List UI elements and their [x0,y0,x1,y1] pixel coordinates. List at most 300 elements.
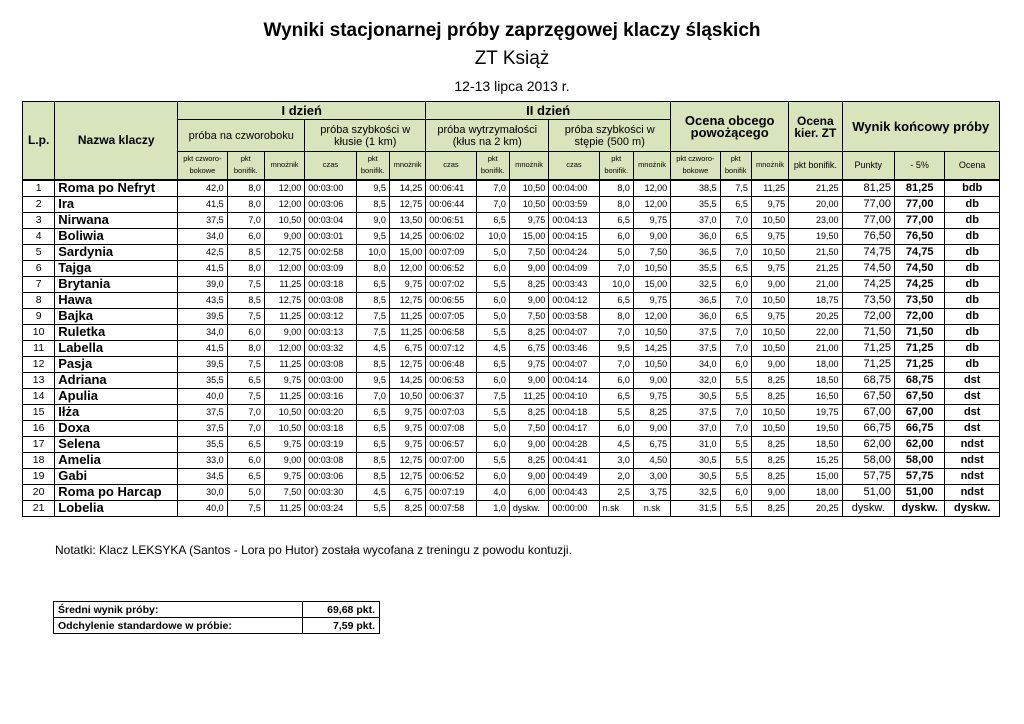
row-cell: 00:06:57 [426,436,476,452]
row-cell: 37,0 [671,212,720,228]
row-cell: 00:07:03 [426,404,476,420]
row-cell: 15,00 [789,468,842,484]
row-cell: 00:03:04 [305,212,356,228]
row-cell: 81,25 [842,180,894,197]
col-czas: czas [549,152,599,180]
row-cell: 4,0 [476,484,509,500]
row-cell: 00:03:08 [305,292,356,308]
row-cell: 66,75 [894,420,944,436]
row-cell: 74,25 [894,276,944,292]
col-mnoznik: mnożnik [509,152,548,180]
row-cell: 7,0 [476,196,509,212]
row-cell: 6,5 [356,436,389,452]
row-cell: 00:04:14 [549,372,599,388]
stepie-header: próba szybkości w stępie (500 m) [549,120,671,152]
row-cell: 4,5 [356,340,389,356]
row-cell: 00:03:12 [305,308,356,324]
row-cell: 5,5 [599,404,633,420]
row-cell: 9,75 [264,468,304,484]
row-cell: 74,75 [842,244,894,260]
row-cell: 00:03:01 [305,228,356,244]
row-cell: 6,5 [720,196,751,212]
row-cell: 00:04:43 [549,484,599,500]
row-cell: 10,50 [751,404,788,420]
row-cell: 00:03:18 [305,420,356,436]
row-cell: 15,00 [509,228,548,244]
row-cell: 32,0 [671,372,720,388]
row-cell: db [945,324,1000,340]
row-cell: 34,0 [671,356,720,372]
row-cell: 7,0 [227,404,264,420]
row-cell: 00:03:20 [305,404,356,420]
col-pkt-bonifik: pkt bonifik. [476,152,509,180]
row-cell: 58,00 [842,452,894,468]
row-cell: 71,50 [842,324,894,340]
row-lp: 6 [23,260,55,276]
row-cell: 31,5 [671,500,720,516]
row-cell: 12,75 [264,244,304,260]
row-cell: 12,75 [389,452,425,468]
table-row [23,388,1000,404]
row-cell: 00:04:12 [549,292,599,308]
row-cell: 00:03:00 [305,180,356,197]
row-cell: 9,75 [633,212,670,228]
row-cell: 41,5 [178,196,227,212]
row-cell: 30,5 [671,388,720,404]
row-cell: 12,00 [633,308,670,324]
day2-header: II dzień [426,102,671,120]
col-pkt-bonifik-kier: pkt bonifik. [789,152,842,180]
row-cell: 10,50 [633,356,670,372]
row-cell: dyskw. [894,500,944,516]
row-cell: 8,5 [356,292,389,308]
row-cell: 6,5 [476,356,509,372]
row-cell: 15,00 [633,276,670,292]
row-cell: 2,5 [599,484,633,500]
row-cell: 6,0 [720,356,751,372]
row-cell: 7,5 [227,308,264,324]
row-cell: 7,50 [633,244,670,260]
row-cell: 7,5 [356,308,389,324]
row-cell: 7,50 [509,244,548,260]
row-cell: 00:07:19 [426,484,476,500]
row-cell: 9,75 [751,196,788,212]
row-cell: 19,50 [789,420,842,436]
row-cell: 10,50 [509,180,548,197]
row-name: Pasja [55,356,178,372]
row-cell: 12,00 [264,260,304,276]
row-cell: 77,00 [842,196,894,212]
row-name: Boliwia [55,228,178,244]
row-cell: 6,5 [599,388,633,404]
row-cell: 9,5 [599,340,633,356]
row-cell: 6,5 [720,308,751,324]
row-cell: 15,25 [789,452,842,468]
row-cell: 9,00 [509,292,548,308]
row-cell: 7,0 [356,388,389,404]
row-cell: 14,25 [389,228,425,244]
col-mnoznik: mnożnik [389,152,425,180]
row-cell: 12,75 [389,196,425,212]
row-lp: 14 [23,388,55,404]
table-row [23,308,1000,324]
row-cell: 7,5 [227,500,264,516]
row-cell: 00:03:06 [305,196,356,212]
row-cell: 9,00 [751,276,788,292]
row-cell: 5,5 [720,372,751,388]
row-cell: 9,5 [356,180,389,197]
row-cell: 8,25 [509,404,548,420]
mean-label: Średni wynik próby: [54,602,303,618]
row-cell: 00:04:00 [549,180,599,197]
row-cell: 7,5 [227,356,264,372]
row-cell: 9,00 [509,436,548,452]
row-cell: 8,25 [751,500,788,516]
row-cell: 10,50 [751,212,788,228]
row-cell: 00:06:44 [426,196,476,212]
row-cell: 00:06:58 [426,324,476,340]
table-row [23,196,1000,212]
row-cell: 00:04:07 [549,324,599,340]
row-cell: n.sk [633,500,670,516]
mean-value: 69,68 pkt. [302,602,379,618]
row-cell: 9,75 [633,292,670,308]
row-cell: 71,50 [894,324,944,340]
row-cell: 4,5 [476,340,509,356]
row-cell: 00:04:28 [549,436,599,452]
row-cell: 7,5 [476,388,509,404]
row-name: Selena [55,436,178,452]
row-cell: 8,25 [389,500,425,516]
row-name: Apulia [55,388,178,404]
row-cell: 42,0 [178,180,227,197]
row-cell: ndst [945,436,1000,452]
table-row [23,212,1000,228]
row-cell: 36,5 [671,292,720,308]
row-lp: 1 [23,180,55,197]
row-cell: 5,0 [476,244,509,260]
row-cell: 00:04:41 [549,452,599,468]
row-name: Hawa [55,292,178,308]
row-cell: 00:00:00 [549,500,599,516]
row-cell: 30,5 [671,468,720,484]
row-cell: db [945,356,1000,372]
row-cell: 10,50 [264,404,304,420]
col-pkt-bonifik: pkt bonifik. [356,152,389,180]
row-cell: 57,75 [842,468,894,484]
row-cell: 9,75 [389,420,425,436]
row-cell: 6,0 [599,372,633,388]
row-cell: 9,5 [356,372,389,388]
row-cell: 6,0 [476,292,509,308]
row-cell: 5,5 [476,276,509,292]
row-cell: 62,00 [894,436,944,452]
row-name: Doxa [55,420,178,436]
row-cell: 1,0 [476,500,509,516]
row-cell: 8,0 [599,196,633,212]
row-cell: 7,0 [720,404,751,420]
row-cell: 6,5 [227,468,264,484]
row-cell: 00:04:49 [549,468,599,484]
row-cell: 77,00 [894,196,944,212]
row-cell: 7,50 [509,420,548,436]
col-mnoznik: mnożnik [264,152,304,180]
row-cell: 00:06:55 [426,292,476,308]
row-cell: 42,5 [178,244,227,260]
row-cell: 14,25 [389,180,425,197]
row-cell: 8,0 [227,196,264,212]
row-cell: 12,75 [389,468,425,484]
row-name: Bajka [55,308,178,324]
row-cell: 10,50 [751,244,788,260]
row-cell: 32,5 [671,276,720,292]
col-pkt-czworobokowe: pkt czworo-bokowe [178,152,227,180]
page-title: Wyniki stacjonarnej próby zaprzęgowej klaczy śląskich [263,20,761,41]
row-cell: 5,5 [720,500,751,516]
row-cell: 6,0 [227,452,264,468]
row-cell: 12,00 [389,260,425,276]
row-cell: 7,0 [720,292,751,308]
row-cell: 00:03:08 [305,452,356,468]
row-cell: 10,50 [751,340,788,356]
czworobok-header: próba na czworoboku [178,120,305,152]
row-cell: bdb [945,180,1000,197]
row-cell: 00:06:52 [426,468,476,484]
row-cell: 8,25 [509,276,548,292]
row-cell: 5,0 [476,420,509,436]
row-cell: 16,50 [789,388,842,404]
row-cell: 41,5 [178,260,227,276]
row-cell: 6,75 [389,340,425,356]
table-row [23,420,1000,436]
row-cell: 9,75 [751,260,788,276]
row-cell: 3,0 [599,452,633,468]
row-cell: 31,0 [671,436,720,452]
row-cell: 00:03:08 [305,356,356,372]
row-lp: 3 [23,212,55,228]
row-cell: 20,25 [789,500,842,516]
row-cell: 10,0 [356,244,389,260]
col-ocena: Ocena [945,152,1000,180]
row-cell: 11,25 [264,388,304,404]
row-cell: 00:04:13 [549,212,599,228]
row-cell: 5,5 [720,388,751,404]
row-cell: 5,5 [720,452,751,468]
row-cell: 11,25 [264,356,304,372]
row-cell: 11,25 [264,308,304,324]
row-cell: 15,00 [389,244,425,260]
row-cell: 12,00 [633,196,670,212]
row-cell: 33,0 [178,452,227,468]
row-cell: 10,50 [633,260,670,276]
row-cell: 34,0 [178,228,227,244]
row-cell: 20,25 [789,308,842,324]
row-cell: 9,00 [633,228,670,244]
row-name: Ira [55,196,178,212]
row-cell: 7,5 [720,180,751,197]
row-cell: 00:03:19 [305,436,356,452]
row-cell: 9,75 [509,212,548,228]
row-cell: db [945,276,1000,292]
row-cell: dst [945,372,1000,388]
row-cell: 6,0 [476,372,509,388]
row-cell: 67,50 [894,388,944,404]
row-cell: db [945,212,1000,228]
row-cell: 00:03:30 [305,484,356,500]
row-cell: 00:04:09 [549,260,599,276]
row-cell: 8,25 [509,324,548,340]
table-row [23,228,1000,244]
results-table [22,101,1000,517]
row-cell: 00:07:00 [426,452,476,468]
row-cell: 6,5 [599,292,633,308]
row-cell: 18,00 [789,356,842,372]
row-cell: 00:03:32 [305,340,356,356]
row-lp: 20 [23,484,55,500]
row-cell: 18,50 [789,372,842,388]
col-czas: czas [426,152,476,180]
row-cell: 7,5 [356,324,389,340]
row-cell: 00:06:41 [426,180,476,197]
row-cell: 58,00 [894,452,944,468]
row-cell: 7,0 [599,356,633,372]
row-cell: 10,50 [751,420,788,436]
row-lp: 21 [23,500,55,516]
row-cell: 30,0 [178,484,227,500]
row-cell: 9,00 [751,356,788,372]
row-cell: 19,75 [789,404,842,420]
row-cell: 00:07:12 [426,340,476,356]
row-cell: 8,0 [227,260,264,276]
row-cell: dst [945,388,1000,404]
row-cell: db [945,308,1000,324]
row-cell: 74,25 [842,276,894,292]
row-cell: 00:06:51 [426,212,476,228]
row-cell: 00:03:00 [305,372,356,388]
row-cell: 6,75 [509,340,548,356]
row-cell: 00:04:15 [549,228,599,244]
col-pkt-czworobokowe: pkt czworo-bokowe [671,152,720,180]
table-row [23,260,1000,276]
row-cell: 14,25 [389,372,425,388]
row-cell: 22,00 [789,324,842,340]
row-cell: 41,5 [178,340,227,356]
row-cell: 8,25 [751,436,788,452]
row-cell: 68,75 [894,372,944,388]
row-cell: 37,5 [178,420,227,436]
row-cell: 6,0 [227,324,264,340]
row-cell: db [945,260,1000,276]
day1-header: I dzień [178,102,426,120]
row-cell: 00:06:52 [426,260,476,276]
row-cell: 6,0 [599,420,633,436]
row-cell: 8,25 [633,404,670,420]
row-cell: 5,0 [476,308,509,324]
row-cell: 5,5 [476,404,509,420]
row-cell: 12,75 [264,292,304,308]
row-lp: 8 [23,292,55,308]
row-cell: 36,0 [671,228,720,244]
row-cell: 11,25 [389,308,425,324]
row-cell: 5,5 [720,468,751,484]
row-cell: 6,0 [476,436,509,452]
note: Notatki: Klacz LEKSYKA (Santos - Lora po Hutor) została wycofana z treningu z powodu kontuzji. [55,543,572,557]
row-cell: 00:06:48 [426,356,476,372]
obcy-header: Ocena obcego powożącego [671,102,789,152]
row-cell: 12,00 [264,340,304,356]
row-cell: 00:07:02 [426,276,476,292]
row-cell: 34,5 [178,468,227,484]
row-cell: 00:03:13 [305,324,356,340]
row-cell: 00:04:17 [549,420,599,436]
sd-label: Odchylenie standardowe w próbie: [54,618,303,634]
row-name: Labella [55,340,178,356]
row-cell: 6,0 [720,484,751,500]
table-row [23,452,1000,468]
row-cell: 11,25 [751,180,788,197]
row-cell: 00:03:09 [305,260,356,276]
row-cell: 37,0 [671,420,720,436]
table-row [23,292,1000,308]
table-row [23,436,1000,452]
row-cell: 3,75 [633,484,670,500]
row-cell: 5,5 [720,436,751,452]
kier-header: Ocena kier. ZT [789,102,842,152]
row-lp: 18 [23,452,55,468]
col-czas: czas [305,152,356,180]
row-cell: 67,00 [842,404,894,420]
row-cell: 8,25 [751,388,788,404]
row-cell: 36,5 [671,244,720,260]
row-cell: 9,00 [509,260,548,276]
row-cell: 9,00 [509,372,548,388]
row-cell: 35,5 [671,260,720,276]
row-cell: 00:07:09 [426,244,476,260]
row-name: Amelia [55,452,178,468]
row-cell: 00:04:18 [549,404,599,420]
row-cell: 8,0 [227,340,264,356]
row-cell: 00:06:53 [426,372,476,388]
row-cell: 74,50 [894,260,944,276]
row-cell: 37,5 [178,212,227,228]
table-row [23,180,1000,197]
row-cell: 68,75 [842,372,894,388]
row-cell: 10,0 [599,276,633,292]
row-cell: 00:03:24 [305,500,356,516]
row-cell: 6,0 [227,228,264,244]
row-cell: 00:07:05 [426,308,476,324]
row-cell: 51,00 [842,484,894,500]
row-cell: 6,0 [476,468,509,484]
row-cell: 6,5 [720,228,751,244]
row-cell: 8,5 [227,292,264,308]
row-cell: 8,25 [751,452,788,468]
row-cell: 37,5 [671,324,720,340]
table-row [23,340,1000,356]
row-cell: 9,0 [356,212,389,228]
row-cell: 62,00 [842,436,894,452]
row-cell: 74,75 [894,244,944,260]
row-name: Roma po Nefryt [55,180,178,197]
row-cell: 8,0 [599,180,633,197]
row-cell: 2,0 [599,468,633,484]
page-date: 12-13 lipca 2013 r. [454,78,570,94]
row-cell: 8,5 [356,356,389,372]
row-cell: 4,5 [599,436,633,452]
row-cell: 39,0 [178,276,227,292]
row-cell: 00:03:16 [305,388,356,404]
row-name: Nirwana [55,212,178,228]
